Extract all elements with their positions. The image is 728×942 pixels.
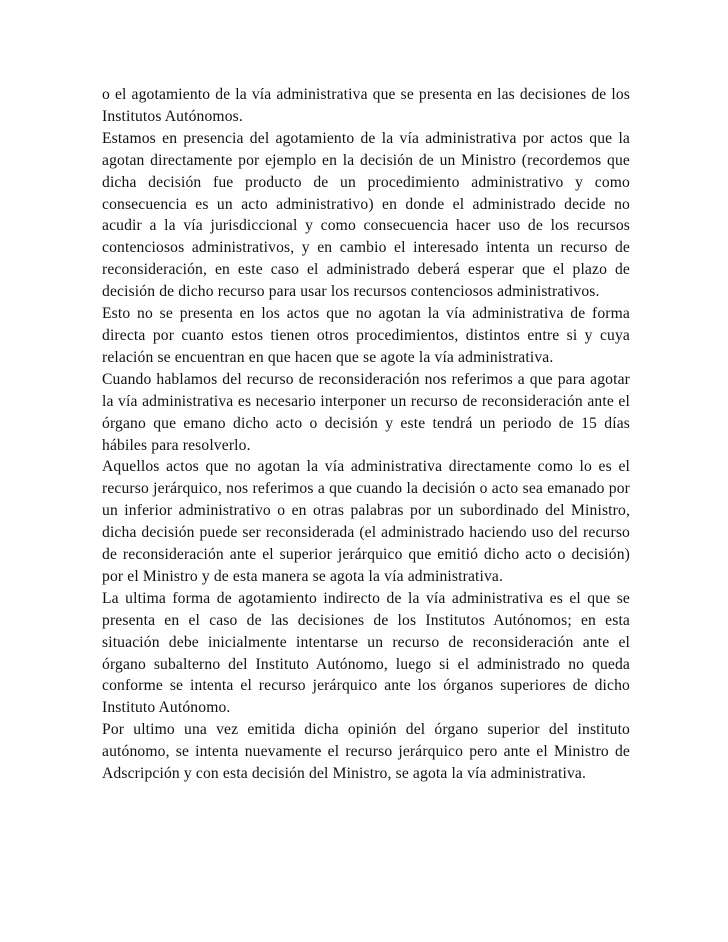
paragraph-4: Cuando hablamos del recurso de reconsideración nos referimos a que para agotar la vía administrativa es necesario interponer un recurso de reconsideración ante el órgano que emano dicho acto o decisión y este tendrá un periodo de 15 días hábiles para resolverlo.	[102, 370, 630, 454]
paragraph-6: La ultima forma de agotamiento indirecto de la vía administrativa es el que se presenta en el caso de las decisiones de los Institutos Autónomos; en esta situación debe inicialmente intentarse un recurso de reconsideración ante el órgano subalterno del Instituto Autónomo, luego si el administrado no queda conforme se intenta el recurso jerárquico ante los órganos superiores de dicho Instituto Autónomo.	[102, 589, 630, 717]
paragraph-5: Aquellos actos que no agotan la vía administrativa directamente como lo es el recurso jerárquico, nos referimos a que cuando la decisión o acto sea emanado por un inferior administrativo o en otras palabras por un subordinado del Ministro, dicha decisión puede ser reconsiderada (el administrado haciendo uso del recurso de reconsideración ante el superior jerárquico que emitió dicho acto o decisión) por el Ministro y de esta manera se agota la vía administrativa.	[102, 458, 630, 585]
paragraph-1: o el agotamiento de la vía administrativa que se presenta en las decisiones de los Institutos Autónomos.	[102, 86, 630, 125]
paragraph-2: Estamos en presencia del agotamiento de la vía administrativa por actos que la agotan directamente por ejemplo en la decisión de un Ministro (recordemos que dicha decisión fue producto de un procedimiento administrativo y como consecuencia es un acto administrativo) en donde el administrado decide no acudir a la vía jurisdiccional y como consecuencia hacer uso de los recursos contenciosos administrativos, y en cambio el interesado intenta un recurso de reconsideración, en este caso el administrado deberá esperar que el plazo de decisión de dicho recurso para usar los recursos contenciosos administrativos.	[102, 129, 630, 301]
document-body	[102, 84, 630, 785]
paragraph-7: Por ultimo una vez emitida dicha opinión del órgano superior del instituto autónomo, se intenta nuevamente el recurso jerárquico pero ante el Ministro de Adscripción y con esta decisión del Ministro, se agota la vía administrativa.	[102, 721, 630, 783]
paragraph-3: Esto no se presenta en los actos que no agotan la vía administrativa de forma directa por cuanto estos tienen otros procedimientos, distintos entre si y cuya relación se encuentran en que hacen que se agote la vía administrativa.	[102, 305, 630, 366]
